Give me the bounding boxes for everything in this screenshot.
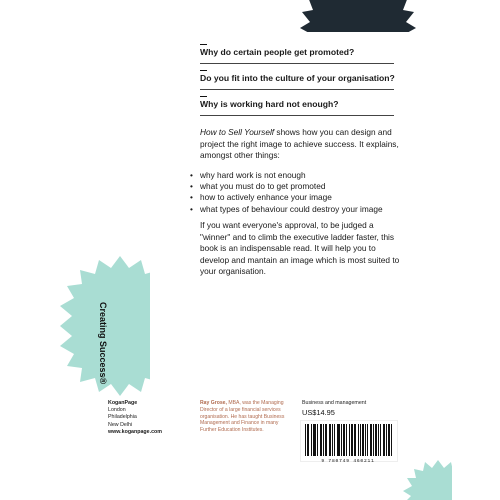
question-text: Why do certain people get promoted?	[200, 47, 355, 57]
seal-shape	[392, 452, 452, 500]
barcode-bar	[338, 424, 339, 456]
barcode-bar	[386, 424, 387, 456]
author-name: Ray Grose,	[200, 400, 227, 406]
mint-seal-right-decoration	[392, 452, 452, 500]
barcode-bar	[317, 424, 318, 456]
publisher-city: New Delhi	[108, 421, 133, 428]
barcode-bar	[383, 424, 384, 456]
barcode-bars	[301, 421, 397, 459]
barcode-bar	[307, 424, 308, 456]
barcode-bar	[343, 424, 344, 456]
publisher-website[interactable]: www.koganpage.com	[108, 428, 162, 435]
intro-paragraph	[200, 127, 405, 162]
barcode-bar	[315, 424, 316, 456]
barcode-bar	[373, 424, 374, 456]
barcode-bar	[313, 424, 314, 456]
mint-seal-polygon	[403, 460, 452, 500]
dark-seal-decoration	[292, 0, 424, 32]
barcode-bar	[329, 424, 330, 456]
barcode-bar	[330, 424, 331, 456]
barcode-bar	[378, 424, 379, 456]
author-bio-text: MBA, was the Managing Director of a large financial services organisation. He has taught Business Management and Finance in many Further Education Institutes.	[200, 400, 285, 434]
seal-shape	[292, 0, 424, 32]
dark-seal-polygon	[300, 0, 416, 32]
divider	[200, 63, 394, 64]
barcode-bar	[341, 424, 342, 456]
barcode-bar	[363, 424, 364, 456]
barcode-digits: 9 780749 460211	[321, 459, 375, 464]
intro-text: shows how you can design and project the right image to achieve success. It explains, amongst other things:	[200, 127, 399, 161]
bullet-item: • what types of behaviour could destroy your image	[190, 204, 430, 215]
barcode-bar	[344, 424, 345, 456]
publisher-block	[108, 400, 188, 436]
question-text: Why is working hard not enough?	[200, 99, 339, 109]
barcode-bar	[325, 424, 326, 456]
barcode-bar	[355, 424, 356, 456]
barcode-bar	[349, 424, 350, 456]
question-item	[200, 96, 440, 116]
price-label: US$14.95	[302, 408, 335, 417]
barcode-bar	[375, 424, 376, 456]
barcode-bar	[388, 424, 389, 456]
barcode-bar	[354, 424, 355, 456]
publisher-city: Philadelphia	[108, 414, 137, 421]
barcode-bar	[346, 424, 347, 456]
book-title: How to Sell Yourself	[200, 127, 275, 137]
barcode-bar	[323, 424, 324, 456]
barcode-bar	[337, 424, 338, 456]
barcode-bar	[358, 424, 359, 456]
barcode-bar	[352, 424, 353, 456]
closing-paragraph: If you want everyone's approval, to be judged a "winner" and to climb the executive ladder faster, this book is an indispensable read. It will help you to develop and mantain an image which is most suited to your organisation.	[200, 220, 400, 277]
divider	[200, 115, 394, 116]
barcode-bar	[321, 424, 322, 456]
question-dash	[200, 70, 207, 71]
category-label: Business and management	[302, 400, 367, 406]
publisher-city: London	[108, 407, 126, 414]
barcode-bar	[326, 424, 327, 456]
barcode-bar	[305, 424, 306, 456]
barcode-bar	[351, 424, 352, 456]
barcode-bar	[367, 424, 368, 456]
question-dash	[200, 44, 207, 45]
barcode-bar	[376, 424, 377, 456]
barcode-bar	[311, 424, 312, 456]
barcode-bar	[320, 424, 321, 456]
question-list	[200, 44, 440, 122]
question-item	[200, 44, 440, 64]
author-bio	[200, 400, 290, 434]
publisher-name: KoganPage	[108, 400, 138, 406]
barcode-bar	[360, 424, 361, 456]
question-item	[200, 70, 440, 90]
barcode-bar	[371, 424, 372, 456]
question-dash	[200, 96, 207, 97]
bullet-item: • what you must do to get promoted	[190, 181, 430, 192]
mint-seal-left-decoration	[40, 252, 150, 400]
bullet-item: • how to actively enhance your image	[190, 192, 430, 203]
bullet-item: • why hard work is not enough	[190, 170, 430, 181]
barcode-bar	[370, 424, 371, 456]
barcode-bar	[380, 424, 381, 456]
barcode	[300, 420, 398, 462]
seal-shape	[40, 252, 150, 400]
barcode-bar	[384, 424, 385, 456]
barcode-bar	[391, 424, 392, 456]
barcode-bar	[314, 424, 315, 456]
barcode-bar	[308, 424, 309, 456]
barcode-bar	[389, 424, 390, 456]
divider	[200, 89, 394, 90]
bullet-list	[190, 170, 430, 215]
barcode-bar	[332, 424, 333, 456]
barcode-bar	[362, 424, 363, 456]
barcode-bar	[365, 424, 366, 456]
question-text: Do you fit into the culture of your organisation?	[200, 73, 395, 83]
barcode-bar	[334, 424, 335, 456]
barcode-bar	[339, 424, 340, 456]
series-label: Creating Success®	[98, 302, 108, 385]
